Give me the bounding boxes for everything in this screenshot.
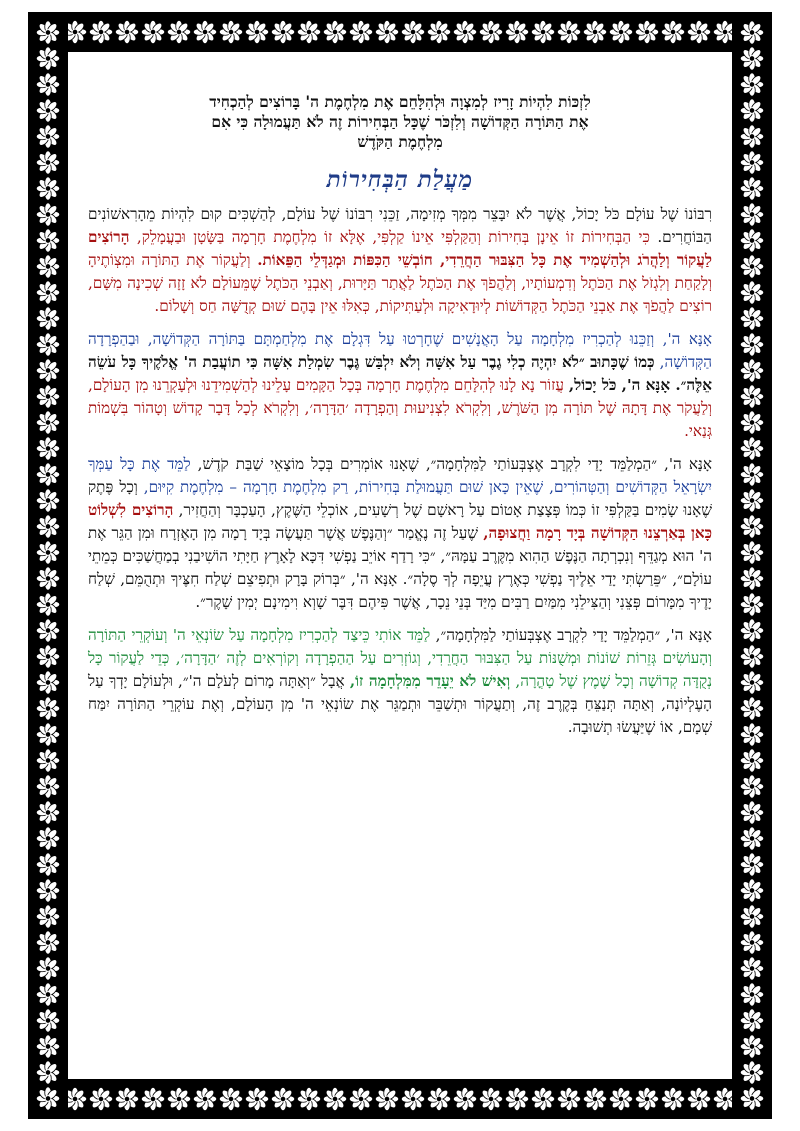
border-flower-icon	[115, 20, 138, 43]
border-flower-icon	[740, 99, 763, 122]
intro-line-1: לִזְכּוֹת לִהְיוֹת זָרִיז לְמִצְוָה וּלְהִלָּחֵם אֶת מִלְחֶמֶת ה' בָּרוֹצִים לְהַכְחִיד	[209, 92, 591, 111]
intro-line-3: מִלְחֶמֶת הַקֹּדֶשׁ	[357, 132, 443, 151]
border-flower-icon	[36, 1061, 59, 1084]
border-flower-icon	[740, 151, 763, 174]
border-flower-icon	[557, 20, 580, 43]
border-flower-icon	[297, 1087, 320, 1110]
border-flower-icon	[401, 20, 424, 43]
border-bottom	[28, 1079, 772, 1119]
p2-text-a: אָנָּא ה', וְזַכֵּנוּ לְהַכְרִיז מִלְחָמָה עַל הָאֲנָשִׁים שֶׁחָרְטוּ עַל דִּגְלָם אֶת מִלְחַמְתָּם בַּתּוֹרָה הַקְּדוֹשָׁה, וּבַהַפְרָדָה הַקְּדוֹשָׁה,	[88, 330, 712, 371]
border-flower-icon	[36, 1009, 59, 1032]
border-flower-icon	[740, 697, 763, 720]
border-flower-icon	[36, 47, 59, 70]
p1-text-b: כִּי הַבְּחִירוֹת זוֹ אֵינָן בְּחִירוֹת וְהַקַּלְפִּי אֵינוֹ קַלְפִּי, אֶלָּא זוֹ מִלְחֶמֶת חָרְמָה בַּשָּׂטָן וּבַעֲמָלֵק,	[136, 228, 650, 246]
p3-text-c: וְכָל פֶּתֶק שֶׁאָנוּ שָׂמִים בַּקַּלְפִּי זוֹ כְּמוֹ פְּצָצַת אָטוֹם עַל רָאשָׁם שֶׁל רְשָׁעִים, אוֹכְלֵי הַשֶּׁקֶץ, הָעַכְבָּר וְהַחֲזִיר,	[88, 478, 713, 519]
border-flower-icon	[427, 1087, 450, 1110]
border-flower-icon	[141, 20, 164, 43]
border-flower-icon	[740, 723, 763, 746]
border-flower-icon	[36, 489, 59, 512]
border-flower-icon	[349, 1087, 372, 1110]
border-flower-icon	[36, 1035, 59, 1058]
border-flower-icon	[167, 20, 190, 43]
border-flower-icon	[36, 515, 59, 538]
border-flower-icon	[740, 359, 763, 382]
border-flower-icon	[36, 151, 59, 174]
border-flower-icon	[401, 1087, 424, 1110]
border-flower-icon	[740, 1035, 763, 1058]
border-flower-icon	[427, 20, 450, 43]
border-flower-icon	[609, 1087, 632, 1110]
border-flower-icon	[740, 827, 763, 850]
border-flower-icon	[740, 983, 763, 1006]
border-flower-icon	[740, 775, 763, 798]
border-flower-icon	[36, 281, 59, 304]
border-flower-icon	[36, 125, 59, 148]
border-flower-icon	[740, 593, 763, 616]
border-flower-icon	[479, 1087, 502, 1110]
border-flower-icon	[740, 619, 763, 642]
border-flower-icon	[740, 801, 763, 824]
border-flower-icon	[740, 307, 763, 330]
border-flower-icon	[453, 20, 476, 43]
border-flower-icon	[323, 1087, 346, 1110]
border-flower-icon	[36, 411, 59, 434]
border-flower-icon	[740, 229, 763, 252]
border-flower-icon	[375, 1087, 398, 1110]
border-flower-icon	[740, 385, 763, 408]
border-flower-icon	[36, 619, 59, 642]
border-flower-icon	[193, 20, 216, 43]
border-flower-icon	[36, 333, 59, 356]
p1-text-d: וְלַעֲקוֹר אֶת הַתּוֹרָה וּמִצְוֹתֶיהָ וְלָקַחַת וְלִגְזֹל אֶת הַכֹּתֶל וְדִמְעוֹתָיו, וְלַהֲפֹךְ אֶת הַכֹּתֶל לַאֲתַר תַּיָּרוּת, וְאַבְנֵי הַכֹּתֶל שֶׁמֵּעוֹלָם לֹא זָזָה שְׁכִינָה מִשָּׁם, רוֹצִים לַהֲפֹךְ אֶת אַבְנֵי הַכֹּתֶל הַקְּדוֹשׁוֹת לְיוּדָאִיקָה וּלְעַתִּיקוֹת, כְּאִלּוּ אֵין בָּהֶם שׁוּם קְדֻשָּׁה חַס וְשָׁלוֹם.	[88, 251, 712, 315]
border-flower-icon	[36, 203, 59, 226]
border-flower-icon	[89, 20, 112, 43]
border-flower-icon	[271, 1087, 294, 1110]
border-flower-icon	[740, 853, 763, 876]
border-flower-icon	[740, 255, 763, 278]
p1-text-a: רִבּוֹנוֹ שֶׁל עוֹלָם כֹּל יָכוֹל, אֲשֶׁר לֹא יִבָּצֵר מִמְּךָ מְזִימָה, זַכֵּנִי רִבּוֹנוֹ שֶׁל עוֹלָם, לְהַשְׁכִּים קוּם לִהְיוֹת מֵהָרִאשׁוֹנִים הַבּוֹחֲרִים.	[88, 205, 713, 246]
border-flower-icon	[115, 1087, 138, 1110]
p2-text-b: כְּמוֹ שֶׁכָּתוּב ״לֹא יִהְיֶה כְלִי גֶבֶר עַל אִשָּׁה וְלֹא יִלְבַּשׁ גֶּבֶר שִׂמְלַת אִשָּׁה כִּי תוֹעֲבַת ה' אֱלֹקֶיךָ כָּל עֹשֵׂה אֵלֶּה״. אָנָּא ה', כֹּל יָכוֹל,	[88, 353, 713, 394]
border-flower-icon	[36, 359, 59, 382]
border-flower-icon	[323, 20, 346, 43]
border-flower-icon	[349, 20, 372, 43]
border-flower-icon	[245, 1087, 268, 1110]
border-flower-icon	[635, 1087, 658, 1110]
border-flower-icon	[36, 541, 59, 564]
paragraph-1	[88, 203, 712, 318]
p4-text-a: אָנָּא ה', ״הַמְלַמֵּד יָדַי לִקְרָב אֶצְבְּעוֹתַי לַמִּלְחָמָה״,	[435, 626, 712, 644]
border-flower-icon	[609, 20, 632, 43]
border-flower-icon	[36, 385, 59, 408]
border-flower-icon	[219, 1087, 242, 1110]
border-flower-icon	[36, 307, 59, 330]
border-flower-icon	[141, 1087, 164, 1110]
border-flower-icon	[36, 437, 59, 460]
border-flower-icon	[36, 593, 59, 616]
border-flower-icon	[661, 20, 684, 43]
border-flower-icon	[740, 333, 763, 356]
p1-text-c: הָרוֹצִים לַעֲקוֹר וְלַהֲרֹג וּלְהַשְׁמִיד אֶת כָּל הַצִּבּוּר הַחֲרֵדִי, חוֹבְשֵׁי הַכִּפּוֹת וּמְגַדְּלֵי הַפֵּאוֹת.	[88, 228, 712, 269]
p4-text-d: אֲבָל ״וְאַתָּה מָרוֹם לְעֹלָם ה'״, וּלְעוֹלָם יָדְךָ עַל הָעֶלְיוֹנָה, וְאַתָּה תְּנַצֵּחַ בְּקֶרֶב זֶה, וְתַעֲקוֹר וּתְשַׁבֵּר וּתְמַגֵּר אֶת שׂוֹנְאֵי ה' מִן הָעוֹלָם, וְאֶת עוֹקְרֵי הַתּוֹרָה יִמַּח שְׁמָם, אוֹ שֶׁיַּעֲשׂוּ תְשׁוּבָה.	[88, 672, 712, 736]
border-flower-icon	[740, 931, 763, 954]
border-flower-icon	[36, 931, 59, 954]
border-flower-icon	[36, 229, 59, 252]
border-flower-icon	[36, 73, 59, 96]
border-flower-icon	[740, 177, 763, 200]
p3-text-e: שֶׁעַל זֶה נֶאֱמַר ״וְהַנֶּפֶשׁ אֲשֶׁר תַּעֲשֶׂה בְּיָד רָמָה מִן הָאֶזְרָח וּמִן הַגֵּר אֶת ה' הוּא מְגַדֵּף וְנִכְרְתָה הַנֶּפֶשׁ הַהִוא מִקֶּרֶב עַמָּהּ״, ״כִּי רָדַף אוֹיֵב נַפְשִׁי דִּכָּא לָאָרֶץ חַיָּתִי הוֹשִׁיבַנִי בְמַחֲשַׁכִּים כְּמֵתֵי עוֹלָם״, ״פֵּרַשְׂתִּי יָדַי אֵלֶיךָ נַפְשִׁי כְּאֶרֶץ עֲיֵפָה לְךָ סֶלָה״. אָנָּא ה', ״בְּרוֹק בָּרָק וּתְפִיצֵם שְׁלַח חִצֶּיךָ וּתְהֻמֵּם, שְׁלַח יָדֶיךָ מִמָּרוֹם פְּצֵנִי וְהַצִּילֵנִי מִמַּיִם רַבִּים מִיַּד בְּנֵי נֵכָר, אֲשֶׁר פִּיהֶם דִּבֶּר שָׁוְא וִימִינָם יְמִין שָׁקֶר״.	[88, 524, 712, 611]
border-right	[732, 12, 772, 1119]
paragraph-2	[88, 328, 712, 443]
border-flower-icon	[531, 1087, 554, 1110]
border-flower-icon	[36, 775, 59, 798]
page-title: מַעֲלַת הַבְּחִירוֹת	[326, 166, 474, 193]
border-flower-icon	[36, 1087, 59, 1110]
border-flower-icon	[740, 749, 763, 772]
p3-text-d: הָרוֹצִים לִשְׁלוֹט כָּאן בְּאַרְצֵנוּ הַקְּדוֹשָׁה בְּיָד רָמָה וַחֲצוּפָה,	[88, 501, 712, 542]
border-flower-icon	[583, 1087, 606, 1110]
border-flower-icon	[36, 645, 59, 668]
p3-text-b: לַמֵּד אֶת כָּל עַמְּךָ יִשְׂרָאֵל הַקְּדוֹשִׁים וְהַטְּהוֹרִים, שֶׁאֵין כָּאן שׁוּם תַּעֲמוּלַת בְּחִירוֹת, רַק מִלְחֶמֶת חָרְמָה – מִלְחֶמֶת קִיּוּם,	[88, 455, 713, 496]
border-flower-icon	[375, 20, 398, 43]
intro-line-2: אֶת הַתּוֹרָה הַקְּדוֹשָׁה וְלִזְכֹּר שֶׁכָּל הַבְּחִירוֹת זֶה לֹא תַּעֲמוּלָה כִּי אִם	[211, 112, 589, 131]
border-flower-icon	[505, 1087, 528, 1110]
border-flower-icon	[740, 567, 763, 590]
border-flower-icon	[740, 437, 763, 460]
border-flower-icon	[479, 20, 502, 43]
border-flower-icon	[687, 20, 710, 43]
border-flower-icon	[36, 697, 59, 720]
border-flower-icon	[740, 905, 763, 928]
border-flower-icon	[36, 853, 59, 876]
border-flower-icon	[661, 1087, 684, 1110]
paragraph-4	[88, 624, 712, 739]
border-top	[28, 12, 772, 52]
document-page	[88, 80, 712, 1080]
intro-heading	[88, 92, 712, 152]
border-flower-icon	[740, 1009, 763, 1032]
border-flower-icon	[635, 20, 658, 43]
border-flower-icon	[740, 541, 763, 564]
border-flower-icon	[740, 47, 763, 70]
paragraph-3	[88, 453, 712, 614]
p4-text-c: וְאִישׁ לֹא יֵעָדֵר מִמִּלְחָמָה זוֹ,	[349, 672, 511, 690]
border-flower-icon	[740, 645, 763, 668]
border-flower-icon	[36, 723, 59, 746]
border-flower-icon	[740, 73, 763, 96]
border-flower-icon	[36, 827, 59, 850]
border-flower-icon	[687, 1087, 710, 1110]
border-flower-icon	[36, 671, 59, 694]
border-flower-icon	[36, 463, 59, 486]
border-flower-icon	[740, 957, 763, 980]
border-flower-icon	[740, 21, 763, 44]
p4-text-b: לַמֵּד אוֹתִי כֵּיצַד לְהַכְרִיז מִלְחָמָה עַל שׂוֹנְאֵי ה' וְעוֹקְרֵי הַתּוֹרָה וְהָעוֹשִׂים גְּזֵרוֹת שׁוֹנוֹת וּמְשֻׁנּוֹת עַל הַצִּבּוּר הַחֲרֵדִי, וְגוֹזְרִים עַל הַהַפְרָדָה וְקוֹרְאִים לְזֶה ׳הַדָּרָה׳, כְּדֵי לַעֲקוֹר כָּל נְקֻדָּה קְדוֹשָׁה וְכָל שֶׁמֶץ שֶׁל טָהֳרָה,	[88, 626, 713, 690]
border-flower-icon	[36, 957, 59, 980]
border-flower-icon	[36, 99, 59, 122]
border-flower-icon	[453, 1087, 476, 1110]
border-flower-icon	[36, 21, 59, 44]
border-flower-icon	[36, 567, 59, 590]
border-flower-icon	[740, 411, 763, 434]
border-flower-icon	[740, 203, 763, 226]
border-flower-icon	[740, 1087, 763, 1110]
border-left	[28, 12, 68, 1119]
border-flower-icon	[271, 20, 294, 43]
border-flower-icon	[167, 1087, 190, 1110]
border-flower-icon	[557, 1087, 580, 1110]
border-flower-icon	[583, 20, 606, 43]
border-flower-icon	[740, 125, 763, 148]
border-flower-icon	[36, 177, 59, 200]
border-flower-icon	[245, 20, 268, 43]
border-flower-icon	[505, 20, 528, 43]
border-flower-icon	[740, 489, 763, 512]
border-flower-icon	[36, 801, 59, 824]
border-flower-icon	[740, 879, 763, 902]
border-flower-icon	[740, 671, 763, 694]
border-flower-icon	[193, 1087, 216, 1110]
border-flower-icon	[297, 20, 320, 43]
border-flower-icon	[36, 905, 59, 928]
border-flower-icon	[89, 1087, 112, 1110]
border-flower-icon	[740, 463, 763, 486]
border-flower-icon	[36, 749, 59, 772]
border-flower-icon	[36, 983, 59, 1006]
p3-text-a: אָנָּא ה', ״הַמְלַמֵּד יָדַי לִקְרָב אֶצְבְּעוֹתַי לַמִּלְחָמָה״, שֶׁאָנוּ אוֹמְרִים בְּכָל מוֹצָאֵי שַׁבַּת קֹדֶשׁ,	[197, 455, 713, 473]
border-flower-icon	[36, 879, 59, 902]
p2-text-c: עֲזוֹר נָא לָנוּ לְהִלָּחֵם מִלְחֶמֶת חָרְמָה בְּכָל הַקָּמִים עָלֵינוּ לְהַשְׁמִידֵנוּ וּלְעָקְרֵנוּ מִן הָעוֹלָם, וְלַעֲקֹר אֶת דָּתָהּ שֶׁל תּוֹרָה מִן הַשֹּׁרֶשׁ, וְלִקְרֹא לִצְנִיעוּת וְהַפְרָדָה ׳הַדָּרָה׳, וְלִקְרֹא לְכָל דָּבָר קָדוֹשׁ וְטָהוֹר בִּשְׁמוֹת גְּנַאי.	[88, 376, 712, 440]
border-flower-icon	[740, 1061, 763, 1084]
border-flower-icon	[531, 20, 554, 43]
border-flower-icon	[36, 255, 59, 278]
border-flower-icon	[219, 20, 242, 43]
border-flower-icon	[740, 515, 763, 538]
border-flower-icon	[740, 281, 763, 304]
